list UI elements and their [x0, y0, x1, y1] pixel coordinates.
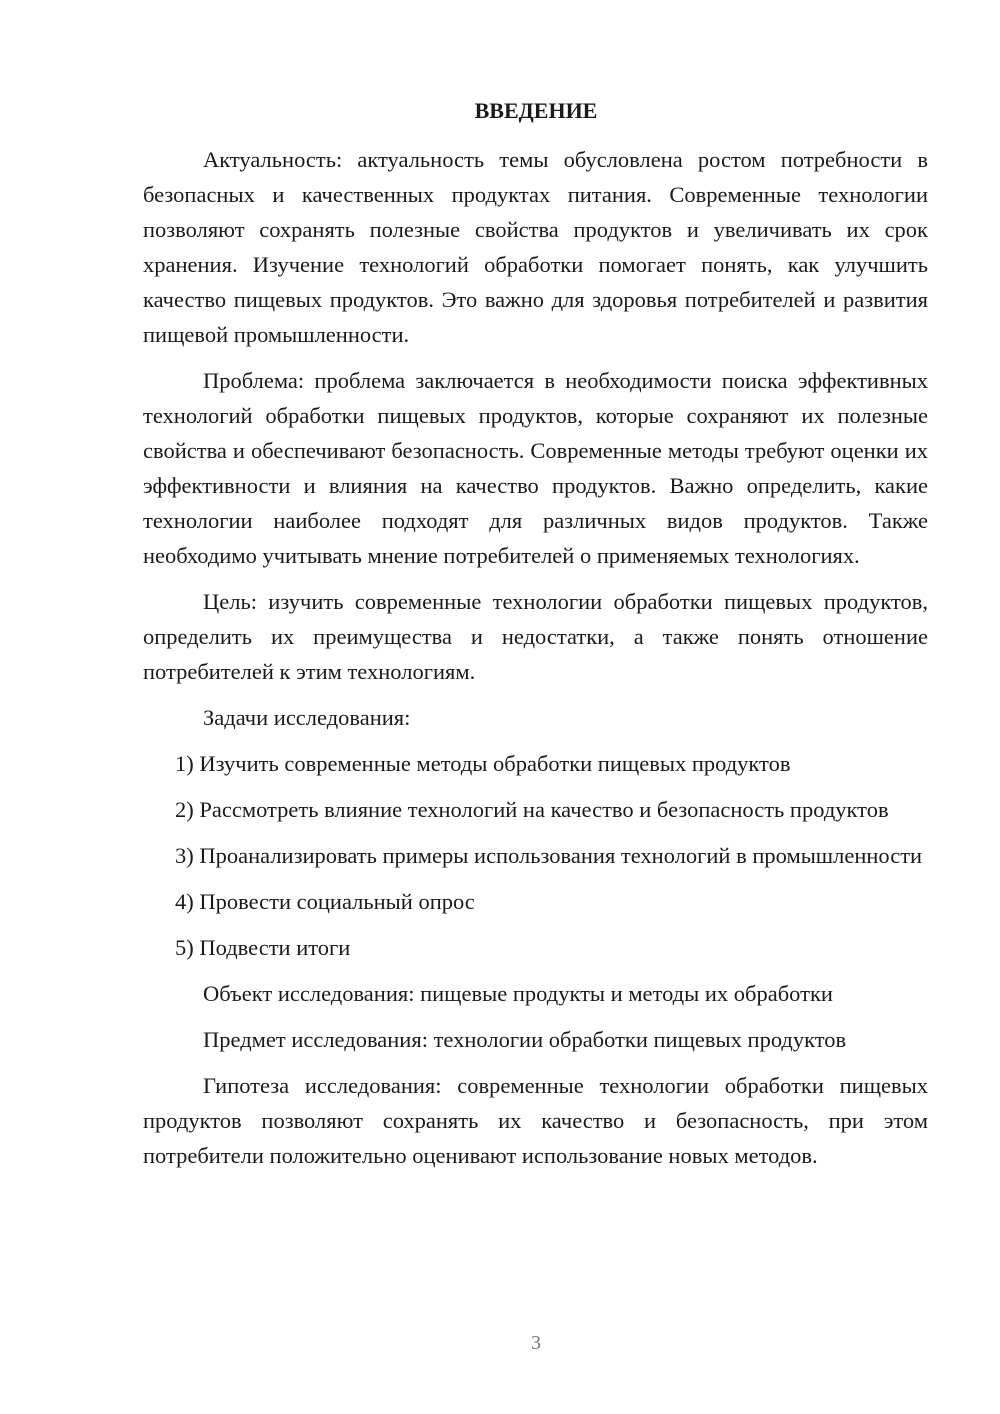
paragraph-relevance: Актуальность: актуальность темы обусловлена ростом потребности в безопасных и качественных продуктах питания. Современные технологии позволяют сохранять полезные свойства продуктов и увеличивать их срок хранения. Изучение технологий обработки помогает понять, как улучшить качество пищевых продуктов. Это важно для здоровья потребителей и развития пищевой промышленности.: [143, 147, 928, 347]
research-hypothesis: Гипотеза исследования: современные технологии обработки пищевых продуктов позволяют сохранять их качество и безопасность, при этом потребители положительно оценивают использование новых методов.: [143, 1073, 928, 1168]
research-object: Объект исследования: пищевые продукты и методы их обработки: [203, 981, 833, 1006]
paragraph-goal: Цель: изучить современные технологии обработки пищевых продуктов, определить их преимущества и недостатки, а также понять отношение потребителей к этим технологиям.: [143, 589, 928, 684]
task-item-4: 4) Провести социальный опрос: [175, 889, 475, 914]
page-number: 3: [531, 1332, 541, 1354]
page-title: ВВЕДЕНИЕ: [474, 98, 598, 123]
task-item-3: 3) Проанализировать примеры использования технологий в промышленности: [175, 843, 923, 868]
research-subject: Предмет исследования: технологии обработки пищевых продуктов: [203, 1027, 847, 1052]
document-body: [143, 142, 928, 1184]
task-item-1: 1) Изучить современные методы обработки пищевых продуктов: [175, 751, 791, 776]
paragraph-problem: Проблема: проблема заключается в необходимости поиска эффективных технологий обработки пищевых продуктов, которые сохраняют их полезные свойства и обеспечивают безопасность. Современные методы требуют оценки их эффективности и влияния на качество продуктов. Важно определить, какие технологии наиболее подходят для различных видов продуктов. Также необходимо учитывать мнение потребителей о применяемых технологиях.: [143, 368, 928, 568]
task-item-5: 5) Подвести итоги: [175, 935, 351, 960]
task-item-2: 2) Рассмотреть влияние технологий на качество и безопасность продуктов: [175, 797, 889, 822]
tasks-heading: Задачи исследования:: [203, 705, 411, 730]
